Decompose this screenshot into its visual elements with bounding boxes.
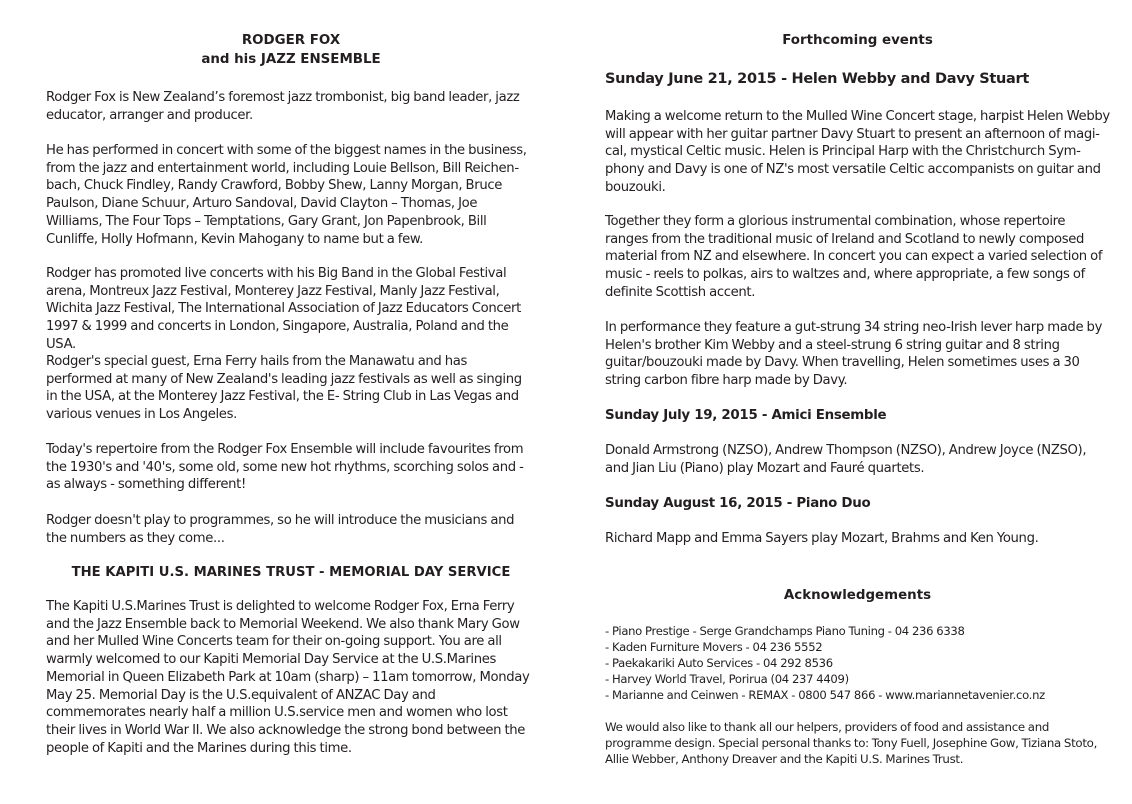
ensemble-title-line2: and his JAZZ ENSEMBLE [201, 52, 381, 67]
ensemble-title-line1: RODGER FOX [241, 33, 341, 48]
event-paragraph: Richard Mapp and Emma Sayers play Mozart, Brahms and Ken Young. [605, 531, 1039, 546]
event-heading: Sunday July 19, 2015 - Amici Ensemble [605, 408, 887, 423]
guest-paragraph: Rodger's special guest, Erna Ferry hails from the Manawatu and has performed at many of New Zealand's leading jazz festivals as well as singing in the USA, at the Monterey Jazz Festival, the E- String Club in Las Vegas and various venues in Los Angeles. [46, 354, 522, 423]
performers-paragraph: He has performed in concert with some of the biggest names in the business, from the jazz and entertainment world, including Louie Bellson, Bill Reichen-bach, Chuck Findley, Randy Crawford, Bobby Shew, Lanny Morgan, Bruce Paulson, Diane Schuur, Arturo Sandoval, David Clayton – Thomas, Joe Williams, The Four Tops – Temptations, Gary Grant, Jon Papenbrook, Bill Cunliffe, Holly Hofmann, Kevin Mahogany to name but a few. [46, 143, 527, 247]
memorial-paragraph: The Kapiti U.S.Marines Trust is delighted to welcome Rodger Fox, Erna Ferry and the Jazz Ensemble back to Memorial Weekend. We also thank Mary Gow and her Mulled Wine Concerts team for their on-going support. You are all warmly welcomed to our Kapiti Memorial Day Service at the U.S.Marines Memorial in Queen Elizabeth Park at 10am (sharp) – 11am tomorrow, Monday May 25. Memorial Day is the U.S.equivalent of ANZAC Day and commemorates nearly half a million U.S.service men and women who lost their lives in World War II. We also acknowledge the strong bond between the people of Kapiti and the Marines during this time. [46, 599, 530, 756]
acknowledgement-item: - Piano Prestige - Serge Grandchamps Piano Tuning - 04 236 6338 [605, 624, 965, 638]
acknowledgements-title: Acknowledgements [783, 588, 932, 603]
event-heading: Sunday August 16, 2015 - Piano Duo [605, 496, 871, 511]
events-title: Forthcoming events [782, 33, 933, 48]
acknowledgement-item: - Harvey World Travel, Porirua (04 237 4409) [605, 672, 849, 686]
event-paragraph: Making a welcome return to the Mulled Wine Concert stage, harpist Helen Webby will appear with her guitar partner Davy Stuart to present an afternoon of magi-cal, mystical Celtic music. Helen is Principal Harp with the Christchurch Sym-phony and Davy is one of NZ's most versatile Celtic accompanists on guitar and bouzouki. [605, 109, 1110, 195]
concerts-paragraph: Rodger has promoted live concerts with his Big Band in the Global Festival arena, Montreux Jazz Festival, Monterey Jazz Festival, Manly Jazz Festival, Wichita Jazz Festival, The International Association of Jazz Educators Concert 1997 & 1999 and concerts in London, Singapore, Australia, Poland and the USA. [46, 266, 521, 352]
memorial-title: THE KAPITI U.S. MARINES TRUST - MEMORIAL DAY SERVICE [71, 565, 511, 580]
acknowledgements-list [605, 623, 1110, 703]
acknowledgement-item: - Marianne and Ceinwen - REMAX - 0800 547 866 - www.mariannetavenier.co.nz [605, 688, 1045, 702]
event-paragraph: Together they form a glorious instrumental combination, whose repertoire ranges from the traditional music of Ireland and Scotland to newly composed material from NZ and elsewhere. In concert you can expect a varied selection of music - reels to polkas, airs to waltzes and, where appropriate, a few songs of definite Scottish accent. [605, 214, 1103, 300]
acknowledgement-item: - Paekakariki Auto Services - 04 292 8536 [605, 656, 833, 670]
event-paragraph: In performance they feature a gut-strung 34 string neo-Irish lever harp made by Helen's brother Kim Webby and a steel-strung 6 string guitar and 8 string guitar/bouzouki made by Davy. When travelling, Helen sometimes uses a 30 string carbon fibre harp made by Davy. [605, 320, 1103, 389]
acknowledgement-item: - Kaden Furniture Movers - 04 236 5552 [605, 640, 823, 654]
event-heading: Sunday June 21, 2015 - Helen Webby and Davy Stuart [605, 71, 1030, 87]
event-paragraph: Donald Armstrong (NZSO), Andrew Thompson (NZSO), Andrew Joyce (NZSO), and Jian Liu (Piano) play Mozart and Fauré quartets. [605, 443, 1087, 476]
programme-paragraph: Rodger doesn't play to programmes, so he will introduce the musicians and the numbers as they come... [46, 513, 515, 546]
intro-paragraph: Rodger Fox is New Zealand’s foremost jazz trombonist, big band leader, jazz educator, arranger and producer. [46, 90, 520, 123]
repertoire-paragraph: Today's repertoire from the Rodger Fox Ensemble will include favourites from the 1930's and '40's, some old, some new hot rhythms, scorching solos and - as always - something different! [46, 442, 524, 493]
thanks-paragraph: We would also like to thank all our helpers, providers of food and assistance and programme design. Special personal thanks to: Tony Fuell, Josephine Gow, Tiziana Stoto, Allie Webber, Anthony Dreaver and the Kapiti U.S. Marines Trust. [605, 720, 1098, 766]
